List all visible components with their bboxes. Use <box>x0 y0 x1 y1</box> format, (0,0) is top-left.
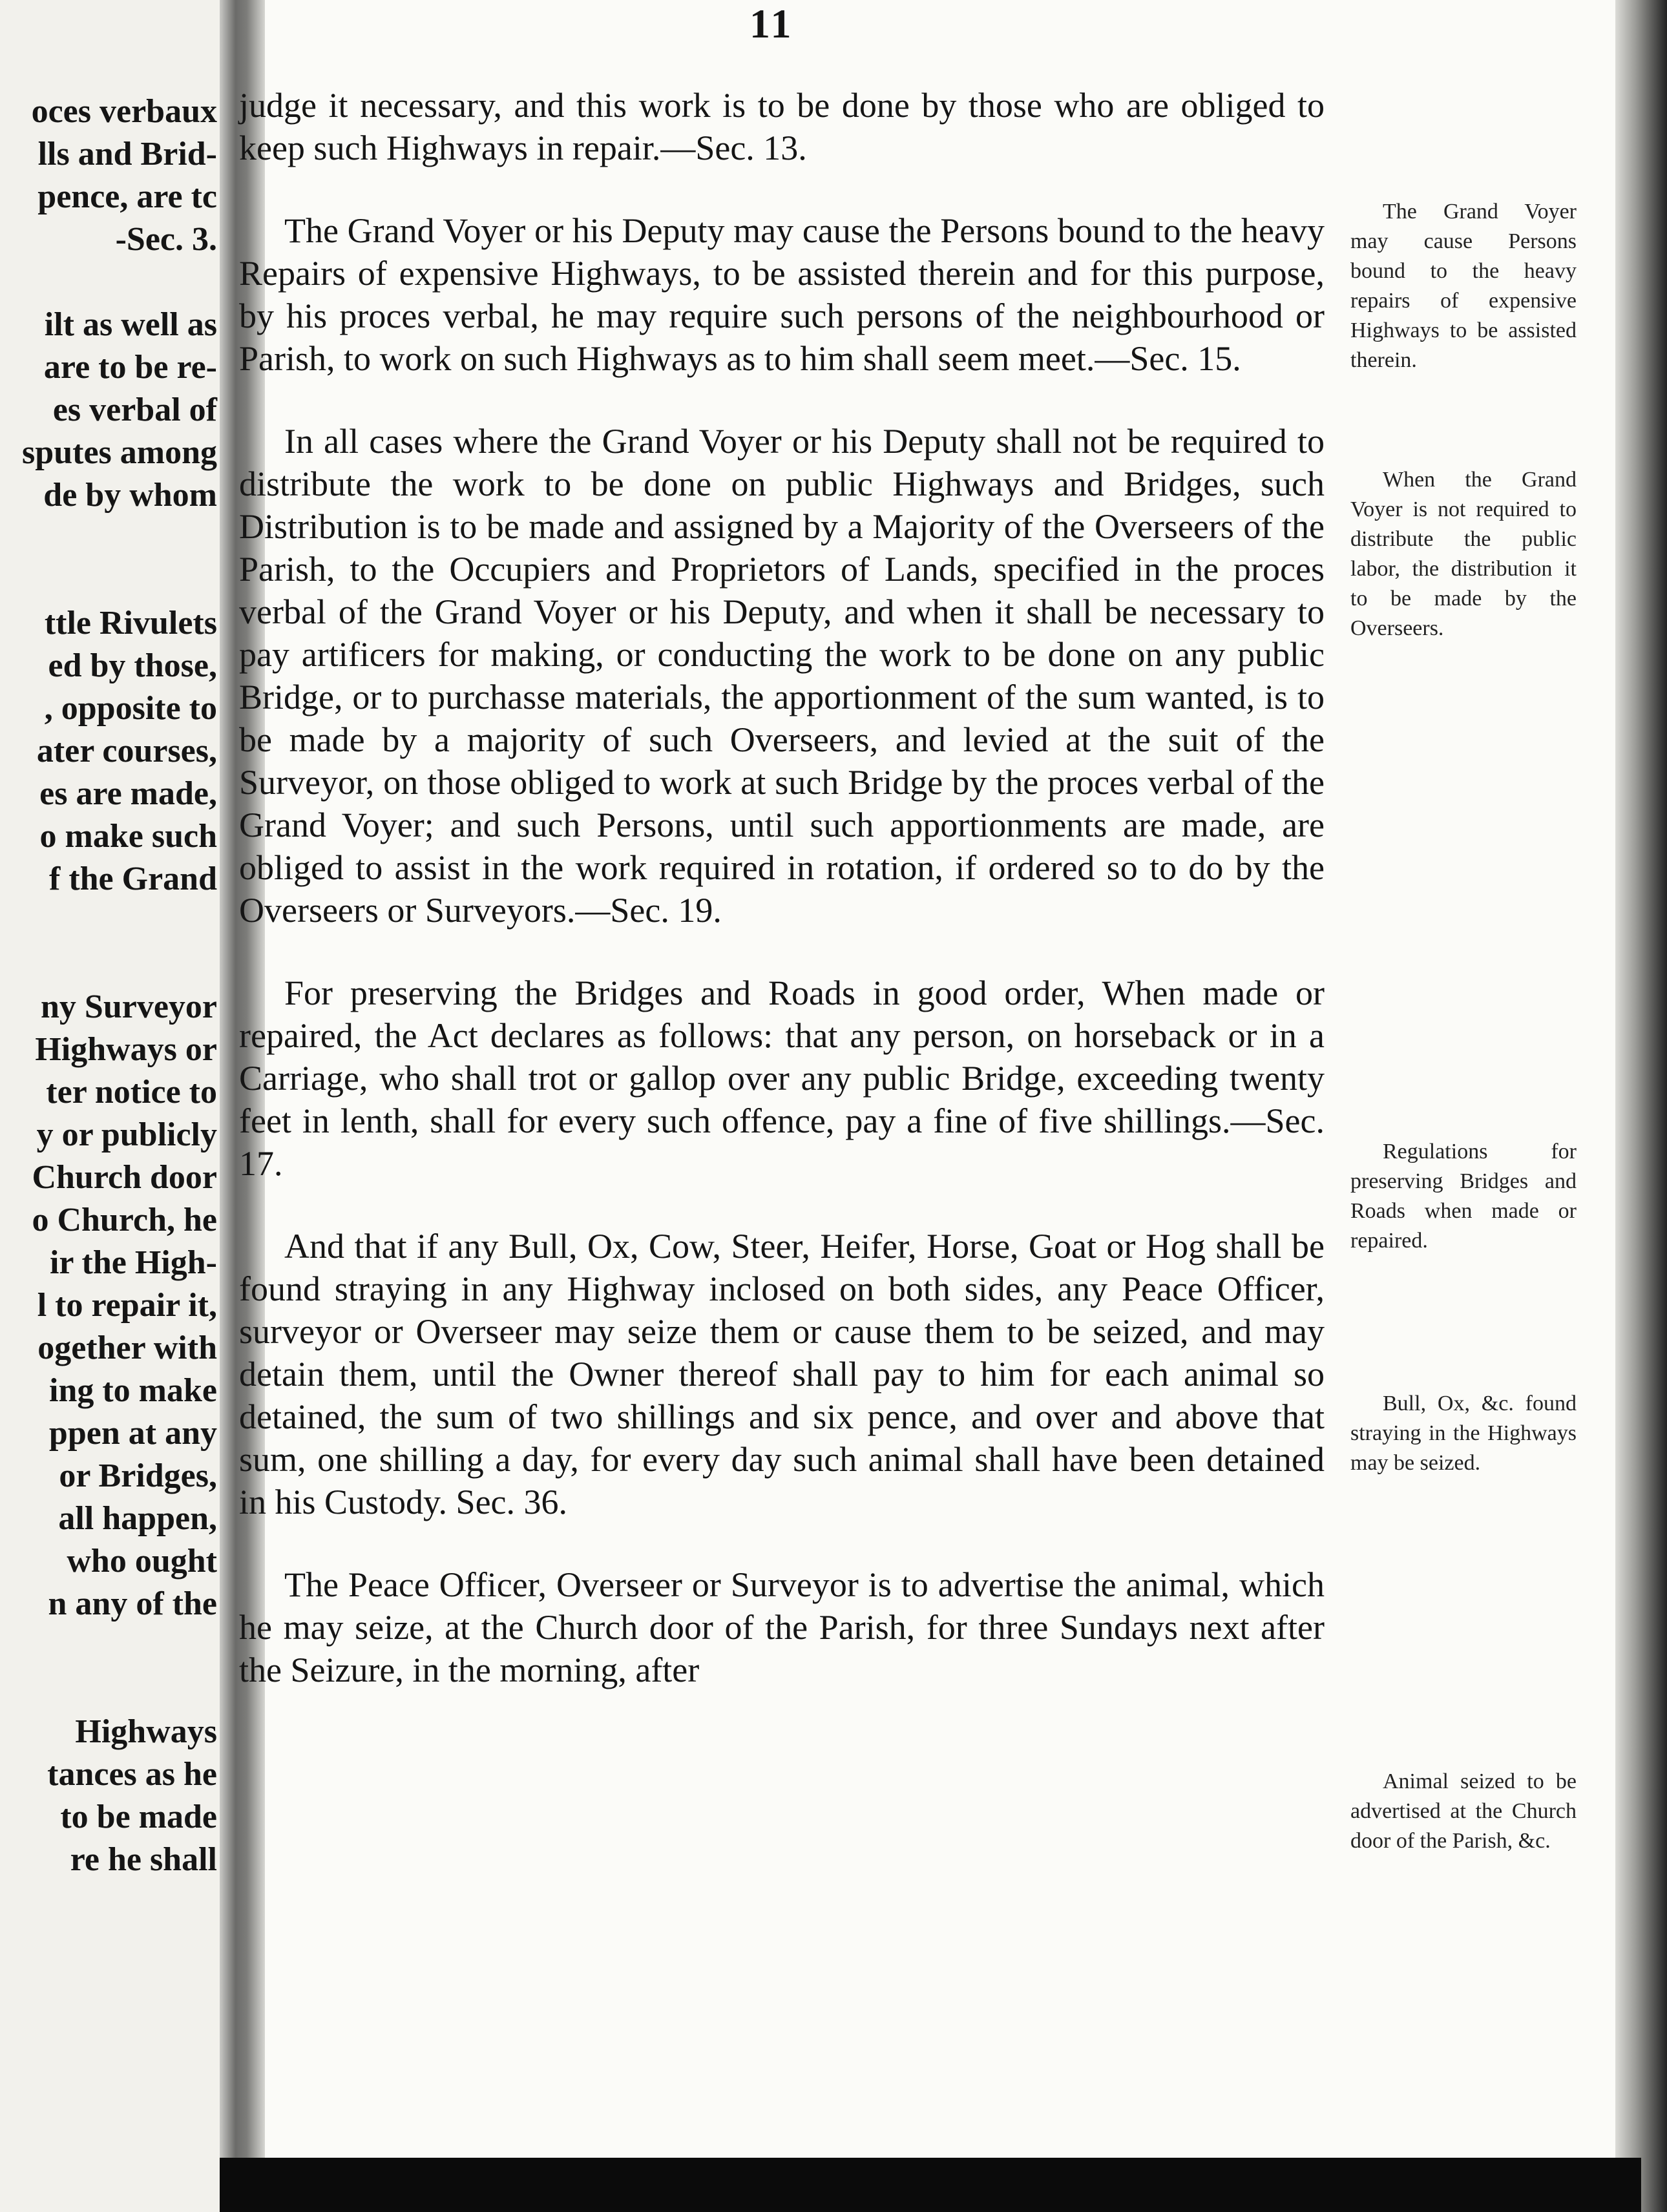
left-page-line: y or publicly <box>36 1116 217 1153</box>
left-page-line: es verbal of <box>52 391 217 428</box>
left-page-line: tances as he <box>47 1756 217 1793</box>
left-page-line: to be made <box>60 1799 217 1835</box>
left-page-line: ater courses, <box>36 733 217 769</box>
left-page-line: are to be re- <box>43 349 217 386</box>
left-page-line: re he shall <box>70 1841 217 1878</box>
paragraph-5: And that if any Bull, Ox, Cow, Steer, Heifer, Horse, Goat or Hog shall be found straying in any Highway inclosed on both sides, any Peace Officer, surveyor or Overseer may seize them or cause them to be seized, and may detain them, until the Owner thereof shall pay to him for each animal so detained, the sum of two shillings and six pence, and over and above that sum, one shilling a day, for every day such animal shall have been detained in his Custody. Sec. 36. <box>239 1227 1325 1521</box>
left-page-line: ilt as well as <box>44 306 217 343</box>
left-page <box>0 0 220 2212</box>
page-bottom-shadow <box>220 2158 1641 2212</box>
left-page-line: all happen, <box>58 1500 217 1537</box>
left-page-line: o Church, he <box>32 1202 217 1238</box>
margin-note-5: Animal seized to be advertised at the Church door of the Parish, &c. <box>1350 1769 1577 1853</box>
left-page-line: ogether with <box>37 1330 217 1366</box>
paragraph-3: In all cases where the Grand Voyer or his Deputy shall not be required to distribute the work to be done on public Highways and Bridges, such Distribution is to be made and assigned by a Majority of the Overseers of the Parish, to the Occupiers and Proprietors of Lands, specified in the proces verbal of the Grand Voyer or his Deputy, and when it shall be necessary to pay artificers for making, or conducting the work to be done on any public Bridge, or to purchasse materials, the apportionment of the sum wanted, is to be made by a majority of such Overseers, and levied at the suit of the Surveyor, on those obliged to work at such Bridge by the proces verbal of the Grand Voyer; and such Persons, until such apportionments are made, are obliged to assist in the work required in rotation, if ordered so to do by the Overseers or Surveyors.—Sec. 19. <box>239 422 1325 930</box>
left-page-line: es are made, <box>39 775 217 812</box>
left-page-line: Church door <box>32 1159 217 1196</box>
left-page-line: l to repair it, <box>37 1287 217 1324</box>
left-page-line: Highways <box>75 1713 217 1750</box>
left-page-line: ttle Rivulets <box>44 605 217 642</box>
main-text <box>239 84 1325 1731</box>
margin-note-2: When the Grand Voyer is not required to distribute the public labor, the distribution it to be made by the Overseers. <box>1350 468 1577 640</box>
margin-note-3: Regulations for preserving Bridges and Roads when made or repaired. <box>1350 1140 1577 1253</box>
left-page-line: pence, are tc <box>37 178 217 215</box>
left-page-line: ny Surveyor <box>41 988 217 1025</box>
left-page-line: Highways or <box>35 1031 217 1068</box>
left-page-line: n any of the <box>48 1585 217 1622</box>
paragraph-6: The Peace Officer, Overseer or Surveyor is to advertise the animal, which he may seize, at the Church door of the Parish, for three Sundays next after the Seizure, in the morning, after <box>239 1565 1325 1689</box>
left-page-line: ter notice to <box>46 1074 217 1111</box>
margin-note-1: The Grand Voyer may cause Persons bound to the heavy repairs of expensive Highways to be assisted therein. <box>1350 200 1577 372</box>
left-page-line: or Bridges, <box>59 1457 217 1494</box>
left-page-line: sputes among <box>22 434 217 471</box>
left-page-line: , opposite to <box>44 690 217 727</box>
left-page-line: who ought <box>67 1543 217 1580</box>
left-page-line: -Sec. 3. <box>115 221 217 258</box>
page-number: 11 <box>750 1 794 47</box>
paragraph-1: judge it necessary, and this work is to be done by those who are obliged to keep such Highways in repair.—Sec. 13. <box>239 86 1325 167</box>
margin-note-4: Bull, Ox, &c. found straying in the Highways may be seized. <box>1350 1392 1577 1475</box>
left-page-line: ed by those, <box>48 647 217 684</box>
left-page-line: ing to make <box>49 1372 217 1409</box>
left-page-line: ir the High- <box>49 1244 217 1281</box>
page-edge <box>1615 0 1667 2212</box>
paragraph-4: For preserving the Bridges and Roads in good order, When made or repaired, the Act declares as follows: that any person, on horseback or in a Carriage, who shall trot or gallop over any public Bridge, exceeding twenty feet in lenth, shall for every such offence, pay a fine of five shillings.—Sec. 17. <box>239 974 1325 1183</box>
left-page-line: f the Grand <box>49 861 217 897</box>
left-page-line: ppen at any <box>48 1415 217 1452</box>
left-page-line: o make such <box>39 818 217 855</box>
left-page-line: oces verbaux <box>31 93 217 130</box>
left-page-line: lls and Brid- <box>37 136 217 172</box>
paragraph-2: The Grand Voyer or his Deputy may cause the Persons bound to the heavy Repairs of expensive Highways, to be assisted therein and for this purpose, by his proces verbal, he may require such persons of the neighbourhood or Parish, to work on such Highways as to him shall seem meet.—Sec. 15. <box>239 211 1325 378</box>
left-page-line: de by whom <box>43 477 217 514</box>
